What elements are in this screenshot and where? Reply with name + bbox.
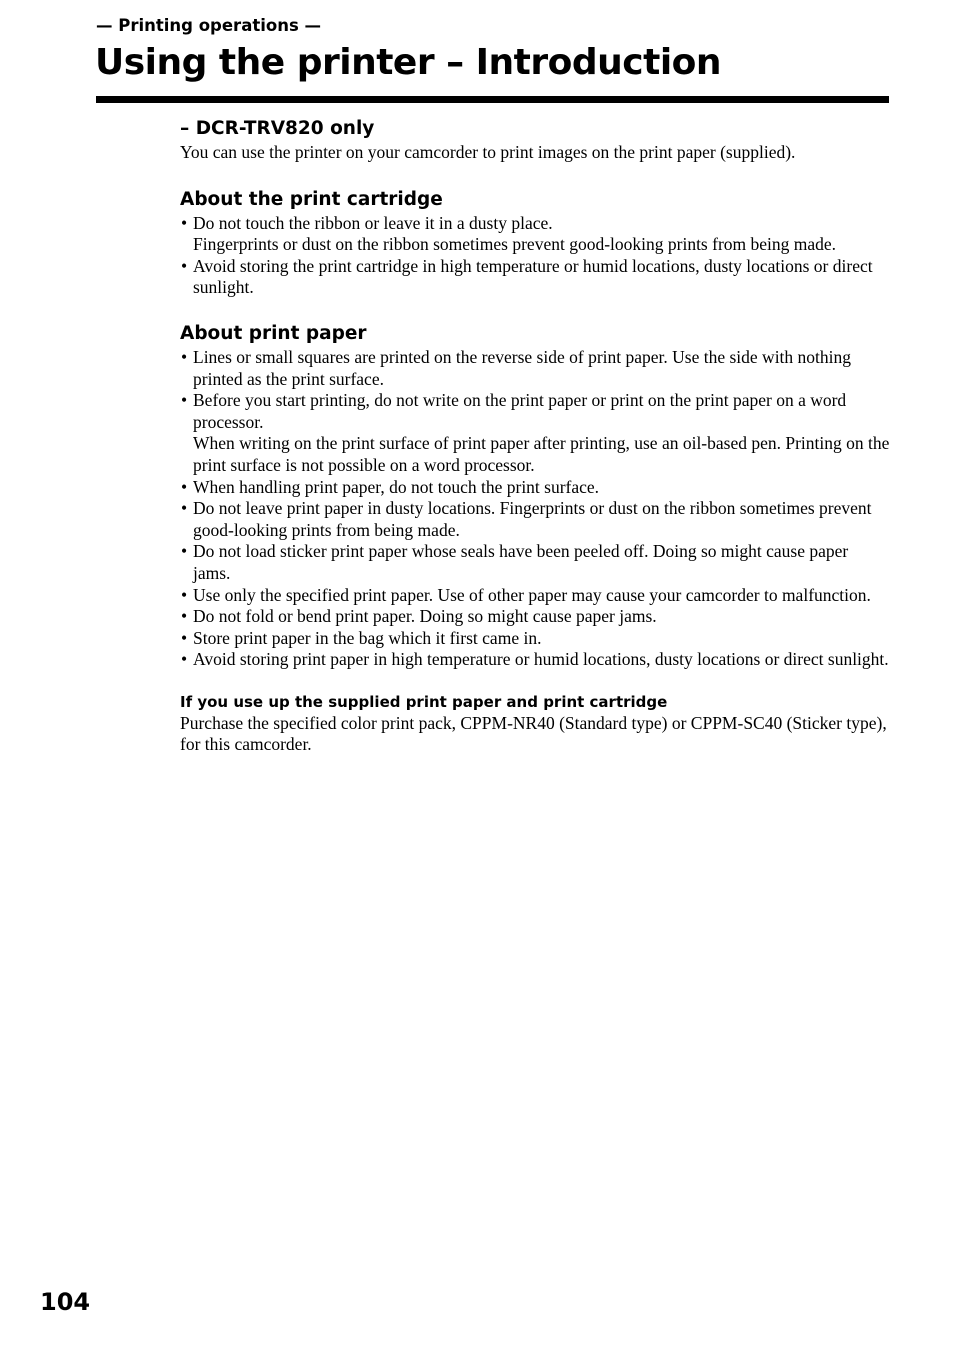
section-tag: — Printing operations — xyxy=(96,16,322,35)
list-item-text: Do not touch the ribbon or leave it in a dusty place. xyxy=(193,212,553,233)
list-item-text: Store print paper in the bag which it first came in. xyxy=(193,627,542,648)
list-item-text: Avoid storing the print cartridge in high temperature or humid locations, dusty locations or direct sunlight. xyxy=(193,255,873,298)
list-item xyxy=(180,213,890,256)
list-item xyxy=(180,606,890,628)
list-item xyxy=(180,628,890,650)
list-item-text: Avoid storing print paper in high temperature or humid locations, dusty locations or direct sunlight. xyxy=(193,649,889,670)
page-number: 104 xyxy=(40,1288,91,1316)
paper-heading: About print paper xyxy=(180,322,367,344)
list-item-text: Do not leave print paper in dusty locations. Fingerprints or dust on the ribbon sometimes prevent good-looking prints from being made. xyxy=(193,498,872,540)
list-item xyxy=(180,649,890,671)
supplies-paragraph: Purchase the specified color print pack, CPPM-NR40 (Standard type) or CPPM-SC40 (Sticker type), for this camcorder. xyxy=(180,712,887,755)
list-item xyxy=(180,390,890,476)
paper-list xyxy=(180,347,890,671)
intro-paragraph: You can use the printer on your camcorder to print images on the print paper (supplied). xyxy=(180,142,796,162)
list-item-text: Before you start printing, do not write on the print paper or print on the print paper on a word processor. xyxy=(193,390,847,432)
page-title: Using the printer – Introduction xyxy=(95,42,722,83)
title-rule xyxy=(96,96,889,103)
list-item xyxy=(180,256,890,299)
list-item xyxy=(180,541,890,584)
list-item-note: When writing on the print surface of print paper after printing, use an oil-based pen. Printing on the print surface is not possible on a word processor. xyxy=(193,433,890,475)
list-item-text: Use only the specified print paper. Use of other paper may cause your camcorder to malfunction. xyxy=(193,584,871,605)
supplies-heading: If you use up the supplied print paper and print cartridge xyxy=(180,692,668,711)
cartridge-list xyxy=(180,213,890,299)
list-item-note: Fingerprints or dust on the ribbon sometimes prevent good-looking prints from being made. xyxy=(193,234,837,255)
list-item xyxy=(180,477,890,499)
list-item-text: Do not load sticker print paper whose seals have been peeled off. Doing so might cause paper jams. xyxy=(193,541,849,583)
list-item xyxy=(180,585,890,607)
list-item-text: Do not fold or bend print paper. Doing so might cause paper jams. xyxy=(193,606,657,627)
list-item xyxy=(180,498,890,541)
list-item-text: Lines or small squares are printed on the reverse side of print paper. Use the side with nothing printed as the print surface. xyxy=(193,346,852,389)
main-content xyxy=(180,116,890,756)
list-item-text: When handling print paper, do not touch the print surface. xyxy=(193,476,600,497)
model-heading: – DCR-TRV820 only xyxy=(180,118,375,139)
cartridge-heading: About the print cartridge xyxy=(180,188,443,210)
list-item xyxy=(180,347,890,390)
